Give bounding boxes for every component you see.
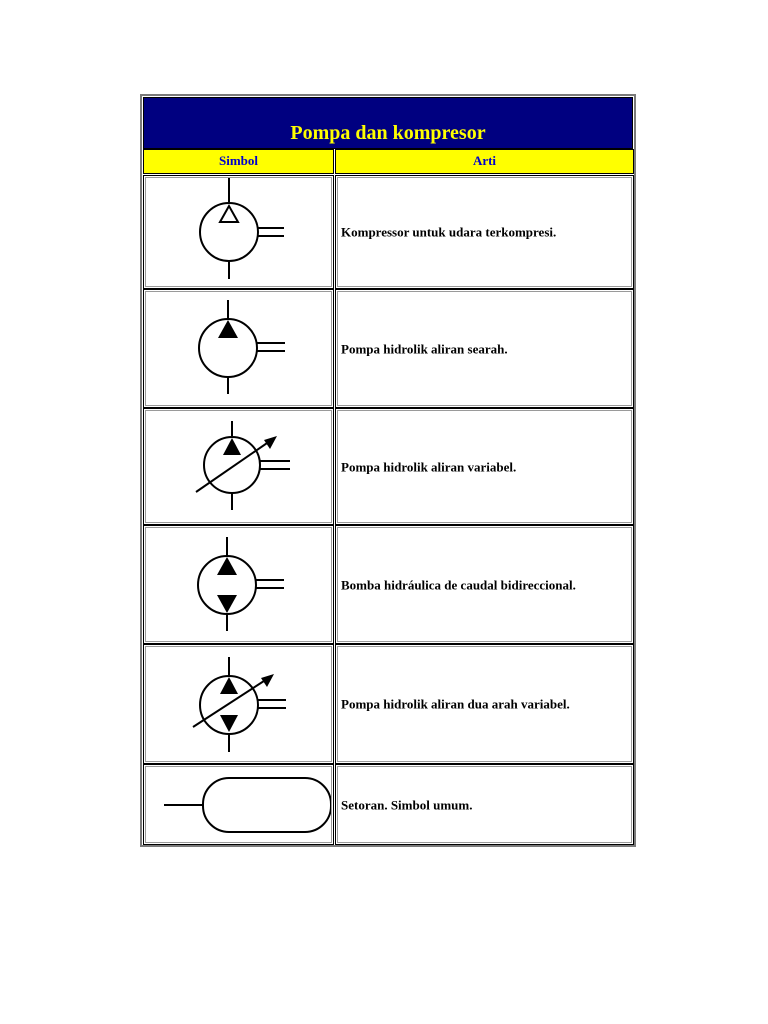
table-row-text-cell: [335, 525, 634, 644]
bidirectional-hydraulic-pump-icon: [144, 526, 335, 645]
variable-hydraulic-pump-icon: [144, 409, 335, 526]
hydraulic-pump-one-direction-icon: [144, 290, 335, 409]
row-description: Setoran. Simbol umum.: [341, 797, 473, 812]
table-title-cell: [143, 97, 633, 149]
column-header-simbol: Simbol: [143, 149, 334, 174]
row-description: Kompressor untuk udara terkompresi.: [341, 224, 557, 240]
table-title: Pompa dan kompresor: [290, 122, 486, 144]
variable-bidirectional-hydraulic-pump-icon: [144, 645, 335, 765]
table-row-text-cell: [335, 408, 634, 525]
reservoir-icon: [144, 765, 335, 846]
table-row-text-cell: [335, 289, 634, 408]
row-description: Pompa hidrolik aliran variabel.: [341, 459, 517, 474]
row-description: Bomba hidráulica de caudal bidireccional.: [341, 577, 576, 592]
symbol-table: [140, 94, 636, 847]
table-row-symbol-cell: [143, 644, 334, 764]
table-row-text-cell: [335, 644, 634, 764]
table-row-symbol-cell: [143, 175, 334, 289]
table-row-text-cell: [335, 764, 634, 845]
row-description: Pompa hidrolik aliran searah.: [341, 341, 508, 356]
compressor-icon: [144, 176, 335, 290]
row-description: Pompa hidrolik aliran dua arah variabel.: [341, 696, 570, 712]
table-row-symbol-cell: [143, 764, 334, 845]
column-header-arti: Arti: [335, 149, 634, 174]
table-row-text-cell: [335, 175, 634, 289]
table-row-symbol-cell: [143, 289, 334, 408]
table-row-symbol-cell: [143, 408, 334, 525]
table-row-symbol-cell: [143, 525, 334, 644]
